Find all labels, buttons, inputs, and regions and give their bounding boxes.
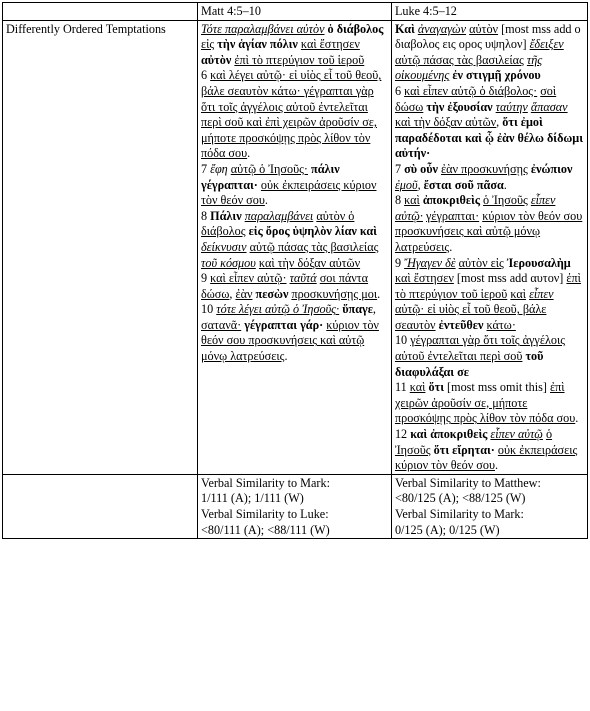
luke-text-run: ἐπὶ χειρῶν ἀροῦσίν σε, μήποτε προσκόψῃς πρὸς λίθον τὸν πόδα σου [394,380,576,426]
matthew-text-run: ὕπαγε [342,302,373,317]
luke-text-run: ἐὰν προσκυνήσῃς [441,161,528,176]
luke-text-run: σὺ οὖν [404,161,438,176]
matthew-text-run: καὶ λέγει αὐτῷ· εἰ υἱὸς εἶ τοῦ θεοῦ, βάλε σεαυτὸν κάτω· γέγραπται γὰρ ὅτι τοῖς ἀγγέλοις αὐτοῦ ἐντελεῖται περὶ σοῦ καὶ ἐπὶ χειρῶν ἀροῦσίν σε, μήποτε προσκόψῃς πρὸς λίθον τὸν πόδα σου [201,68,382,161]
luke-greek-text [395,22,584,474]
matthew-text-run: προσκυνήσῃς μοι [291,286,378,301]
luke-text-run: , [496,115,503,130]
luke-text-run: καὶ [510,286,527,301]
luke-text-run: αὐτὸν [469,21,499,36]
matthew-text-run: Πάλιν [210,208,242,223]
temptations-row [3,20,588,474]
matthew-text-run: αὐτὸν ὁ διάβολος [201,208,355,239]
luke-text-run: ἐνώπιον [530,161,573,176]
luke-text-run: κάτω· [486,317,516,332]
luke-text-run: ὅτι εἴρηται· [433,442,495,457]
matthew-text-run: 6 [201,68,208,83]
luke-text-run: . 8 [394,177,507,208]
matthew-text-run: σοι πάντα δώσω [201,271,369,301]
matthew-text-run: γέγραπται γάρ· [244,317,324,332]
luke-text-run: ἐντεῦθεν [438,317,484,332]
luke-text-run: ὅτι [428,380,444,395]
luke-text-run: ὁ Ἰησοῦς [394,427,553,457]
luke-text-run: τῆς οἰκουμένης [394,52,543,83]
luke-text-run: Ἤγαγεν δὲ [404,255,456,270]
luke-text-run: τοῦ διαφυλάξαι σε [394,349,544,379]
matthew-text-run: οὐκ ἐκπειράσεις κύριον τὸν θεόν σου [201,177,377,208]
luke-text-run: καὶ εἶπεν αὐτῷ ὁ διάβολος· [404,83,538,98]
luke-text-run: καὶ ἀποκριθεὶς [410,427,488,442]
luke-text-run: καὶ [409,380,426,395]
luke-text-run: ἔδειξεν [529,37,564,52]
luke-text-run: 7 [394,161,402,176]
luke-text-run: γέγραπται γὰρ ὅτι τοῖς ἀγγέλοις αὐτοῦ ἐντελεῖται περὶ σοῦ [394,333,566,364]
matthew-text-run: ἐὰν [235,286,253,301]
luke-text-run: σοὶ δώσω [394,83,557,114]
luke-text-run: ἔσται σοῦ πᾶσα [423,177,504,192]
matthew-text-run: αὐτῷ ὁ Ἰησοῦς· [230,161,308,176]
luke-text-run: . 12 [394,411,579,442]
luke-text-run: καὶ ἔστησεν [394,271,454,286]
luke-text-run: γέγραπται· [426,208,480,223]
luke-text-run: αὐτῷ· εἰ υἱὸς εἶ τοῦ θεοῦ, βάλε σεαυτὸν [394,302,547,332]
luke-text-run: εἶπεν αὐτῷ· [394,193,556,223]
matthew-text-run: τότε λέγει αὐτῷ ὁ Ἰησοῦς· [216,302,340,317]
luke-reference-header: Luke 4:5–12 [391,3,587,21]
luke-text-run: ἀποκριθεὶς [422,193,480,208]
matthew-greek-text [201,22,388,365]
luke-text-run: ταύτην [495,99,528,114]
matthew-text-run: . 8 [201,193,268,223]
luke-text-run: . [495,458,499,473]
luke-text-run: ἐπὶ τὸ πτερύγιον τοῦ ἱεροῦ [394,271,581,301]
luke-text-run: 6 [394,83,402,98]
luke-text-run: τὴν ἐξουσίαν [426,99,493,114]
luke-text-run: ἐμοῦ [394,177,418,192]
matthew-text-run: αὐτῷ πάσας τὰς βασιλείας [249,239,379,254]
synoptic-comparison-table [2,2,588,539]
header-row [3,3,588,21]
luke-text-cell [391,20,587,474]
matthew-text-run: . [284,349,288,364]
matthew-text-run: πεσὼν [255,286,289,301]
luke-text-run: [most mss add ο διαβολος εις ορος υψηλον] [394,21,581,52]
matthew-reference-header: Matt 4:5–10 [198,3,392,21]
matthew-text-run: ἐπὶ τὸ πτερύγιον τοῦ ἱεροῦ [234,52,365,67]
matthew-text-run: . 7 [201,146,251,176]
luke-text-run: ἅπασαν [530,99,568,114]
matthew-text-run: τὴν ἁγίαν πόλιν [217,37,298,52]
matthew-text-run: εἰς [201,37,215,52]
matthew-text-run: καὶ ἔστησεν [300,37,360,52]
similarity-row [3,474,588,538]
luke-text-run: [most mss add αυτον] [453,271,567,286]
luke-text-run: εἶπεν [529,286,554,301]
matthew-text-run: εἰς ὄρος ὑψηλὸν λίαν καὶ [248,224,377,239]
matthew-text-run: Τότε παραλαμβάνει αὐτὸν [201,21,325,36]
matthew-text-run: παραλαμβάνει [244,208,314,223]
luke-text-run: ὁ Ἰησοῦς [483,193,528,208]
matthew-text-run: 9 [201,271,208,286]
luke-text-run: [most mss omit this] [444,380,550,395]
luke-text-run: Καὶ [394,21,415,36]
matthew-text-cell [198,20,392,474]
matthew-text-run: αὐτὸν [201,52,232,67]
matthew-text-run: καὶ τὴν δόξαν αὐτῶν [258,255,361,270]
luke-text-run: αὐτῷ πάσας τὰς βασιλείας [394,52,524,67]
matthew-text-run: . 10 [201,286,381,317]
luke-text-run: κύριον τὸν θεόν σου προσκυνήσεις καὶ αὐτῷ μόνῳ λατρεύσεις [394,208,583,254]
similarity-empty-cell [3,474,198,538]
luke-text-run: αὐτὸν εἰς [458,255,504,270]
luke-text-run: Ἰερουσαλὴμ [506,255,571,270]
luke-text-run: ὅτι ἐμοὶ παραδέδοται καὶ ᾧ ἐὰν θέλω δίδωμι αὐτήν· [394,115,583,161]
matthew-text-run: ταῦτά [289,271,317,286]
luke-text-run: 10 [394,333,408,348]
row-label: Differently Ordered Temptations [3,20,198,474]
matthew-verbal-similarity: Verbal Similarity to Mark: 1/111 (A); 1/111 (W) Verbal Similarity to Luke: <80/111 (A); <88/111 (W) [198,474,392,538]
header-empty-cell [3,3,198,21]
matthew-text-run: ὁ διάβολος [327,21,384,36]
luke-text-run: οὐκ ἐκπειράσεις κύριον τὸν θεόν σου [394,442,578,473]
luke-text-run: καὶ τὴν δόξαν αὐτῶν [394,115,497,130]
matthew-text-run: κύριον τὸν θεόν σου προσκυνήσεις καὶ αὐτῷ μόνῳ λατρεύσεις [201,317,379,364]
matthew-text-run: πάλιν γέγραπται· [201,161,340,192]
luke-text-run: ἀναγαγὼν [417,21,467,36]
matthew-text-run: , [229,286,236,301]
luke-text-run: , [417,177,424,192]
luke-text-run: καὶ [404,193,420,208]
matthew-text-run: σατανᾶ· [201,317,242,332]
matthew-text-run: , [372,302,376,317]
matthew-text-run: τοῦ κόσμου [201,255,256,270]
luke-text-run: ἐν στιγμῇ χρόνου [452,68,541,83]
matthew-text-run: δείκνυσιν [201,239,247,254]
luke-text-run: . 9 [394,239,453,270]
luke-text-run: εἶπεν αὐτῷ [490,427,543,442]
matthew-text-run: καὶ εἶπεν αὐτῷ· [210,271,287,286]
luke-text-run: 11 [394,380,407,395]
luke-verbal-similarity: Verbal Similarity to Matthew: <80/125 (A); <88/125 (W) Verbal Similarity to Mark: 0/125 (A); 0/125 (W) [391,474,587,538]
matthew-text-run: ἔφη [210,161,228,176]
